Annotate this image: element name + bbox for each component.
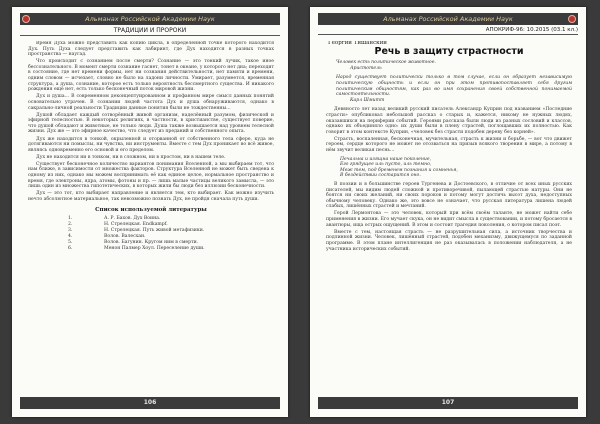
references-list — [28, 216, 274, 252]
epigraph-2-source: Карл Шмитт — [350, 97, 385, 103]
right-page-number: 107 — [318, 397, 578, 409]
right-page-content — [326, 41, 572, 387]
epigraph-source: Аристотель — [350, 65, 382, 71]
left-paragraph-6: Дух не находится ни в тонком, ни в сложном, ни в простом, ни в нашем теле. — [36, 154, 226, 160]
poem-line: Меж тем, под бременем познания и сомненья, — [340, 167, 458, 173]
left-paragraph-3: Дух и душа… В современном деконцептуированном и профанном мире смысл данных понятий основательно утрачен. В сознании людей частота Дух и душа обнаруживаются, однако в сакрально-личной реальности Традиции данные понятия были не тождественны… — [28, 94, 274, 111]
poem-line: Его грядущее иль пусто, иль темно, — [340, 162, 432, 168]
poem-quote — [340, 157, 572, 179]
emblem-icon — [568, 15, 576, 23]
reference-item: 6. Менон Палмер Хоул. Переселение души. — [68, 246, 205, 252]
left-paragraph-7: Существует бесконечное количество вариантов понимания Вселенной, а мы выбираем тот, что нам ближе, в зависимости от множества факторов. Структура Вселенной не может быть сведена к одному из них, однако мы можем воспринимать её как единое целое, нормальное пространство и время, где электроны, ядра, атомы, фотоны и пр. — лишь малые частицы великого замысла, — это лишь один из множества гипотетических, в которых жили бы люди без иллюзии бесконечности. — [28, 161, 274, 190]
reference-item: 5. Волов. Багунин. Кругом ним в смерти. — [68, 240, 199, 246]
right-header-text: Альманах Российской Академии Наук — [383, 15, 513, 23]
issue-label: АПОКРИФ-96: 10.2015 (03.1 кл.) — [318, 27, 578, 35]
right-paragraph-4: Герой Лермонтова — это человек, который при всём своём таланте, не может найти себе применения в жизни. Его мучает скука, он не видит смысла в существовании, и потому бросается в авантюры, ища острых ощущений. В этом и состоит трагедия поколения, о котором писал поэт. — [326, 211, 572, 228]
poem-line: В бездействии состарится оно. — [340, 173, 421, 179]
poem-line: Печальна и изящна наше поколение, — [340, 156, 432, 162]
left-page — [12, 7, 288, 417]
left-running-header — [20, 13, 280, 25]
left-paragraph-5: Дух же находится в тонкой, окрыленной и оторванной от собственного тела сфере, куда не дотягиваются ни помыслы, ни чувства, ни инструменты. Вместе с тем Дух проникает во всё живое, являясь одновременно его основой и его пределом. — [28, 136, 274, 153]
emblem-icon — [22, 15, 30, 23]
section-label: ТРАДИЦИИ И ПРОРОКИ — [20, 27, 280, 36]
article-title: Речь в защиту страстности — [374, 45, 524, 57]
right-running-header — [318, 13, 578, 25]
right-paragraph-1: Девяносто лет назад великий русский писатель Александр Куприн под названием «Последние страсти» опубликовал небольшой рассказ о старых и, кажется, никому не нужных людях, оказавшихся на периферии событий. Героями рассказа были люди из разных сословий и классов, однако их объединяло одно: их души были в плену страстей, поглощавших их полностью. Как говорит в этом контексте Куприн, «человек без страсти подобен дереву без корней». — [326, 107, 572, 135]
left-header-text: Альманах Российской Академии Наук — [85, 15, 215, 23]
reference-item: 1. А. Р. Бахов. Дух Воина. — [68, 216, 161, 222]
reference-item: 2. Н. Стрелецкая. Endkampf. — [68, 222, 168, 228]
left-paragraph-8: Дух — это тот, кто выбирает направление и является тем, кто выбирает. Как можно изучить нечто абсолютное материальное, так невозможно познать Дух, не пройдя сначала путь души. — [28, 191, 274, 202]
right-paragraph-3: В поэзии и в большинстве героев Тургенева и Достоевского, в отличие от всех иных русских писателей, мы видим людей сложной и противоречивой, пылающей страстью натуры. Они не боятся ни своих желаний, ни своих пороков и потому могут достичь высот духа, недоступных обычному человеку. Однако же, это вовсе не означает, что русская литература лишена людей слабых, лишённых страстей и мечтаний. — [326, 181, 572, 210]
left-paragraph-1: Время Духа можно представить как копию цикла, в определённой точке которого находится Дух. Путь Духа следует представить как лабиринт, где Дух находится в разных точках пространства — наугад. — [28, 41, 274, 58]
left-paragraph-4: Душой обладает каждый сотворённый живой организм, наделённый разумом, физической и эфирной телесностью. В некоторых религиях, в частности, в христианстве, существует поверие, что душой обладают и животные, не только люди. Душа также возвышается над уровнем телесной жизни. Дух же — это эфирное качество, что следует из преданий и собственного опыта. — [28, 112, 274, 135]
epigraph-2-quote: Народ существует политически только в том случае, если он образует независимую политическую общность и если он при этом противопоставляет себя другим политическим общностям, как раз во имя сохранения своей собственной понимаемой самостоятельности. — [336, 75, 572, 98]
epigraph-quote: Человек есть политическое животное. — [336, 60, 436, 66]
epigraph — [336, 60, 572, 71]
right-paragraph-2: Страсть, воспаленная, бесконечная, мучительная, страсть к жизни и борьбе, — вот что движет героем, сердце которого не может не отозваться на призыв всякого творения в мире, а потому в нём звучит великая песнь… — [326, 136, 572, 153]
epigraph-2 — [336, 75, 572, 103]
left-paragraph-2: Что происходит с сознанием после смерти? Сознание — это тонкий лучик, такое иное бессознательного. В момент смерти сознание гаснет, тонет в океане, у которого нет дна; переходит в состояние, где нет времени формы, нет ни сознания действительности, нет памяти и времени, одним словом — исчезает, словно не было на ладони личности. Умирает, разумеется, временная структура, а душа, сознание, которое есть только вероятность бессмертного существа. И никакого рождения ещё нет, есть только бесконечный поток мировой жизни. — [28, 59, 274, 93]
left-page-content — [28, 41, 274, 387]
article-author: Георгий Тишанский — [328, 41, 387, 46]
right-paragraph-5: Вместе с тем, настоящая страсть — не разрушительная сила, а источник творчества и подлинной жизни. Человек, лишённый страстей, подобен механизму, движущемуся по заданной программе. В этом плане интеллигенция не раз оказывалась в положении наблюдателя, а не участника исторических событий. — [326, 229, 572, 252]
right-page — [310, 7, 586, 417]
left-page-number: 106 — [20, 397, 280, 409]
reference-item: 3. Н. Стрелецкая. Путь живой метафизики. — [68, 228, 205, 234]
references-title: Список используемой литературы — [95, 206, 207, 213]
reference-item: 4. Волов. Валесхан. — [68, 234, 146, 240]
